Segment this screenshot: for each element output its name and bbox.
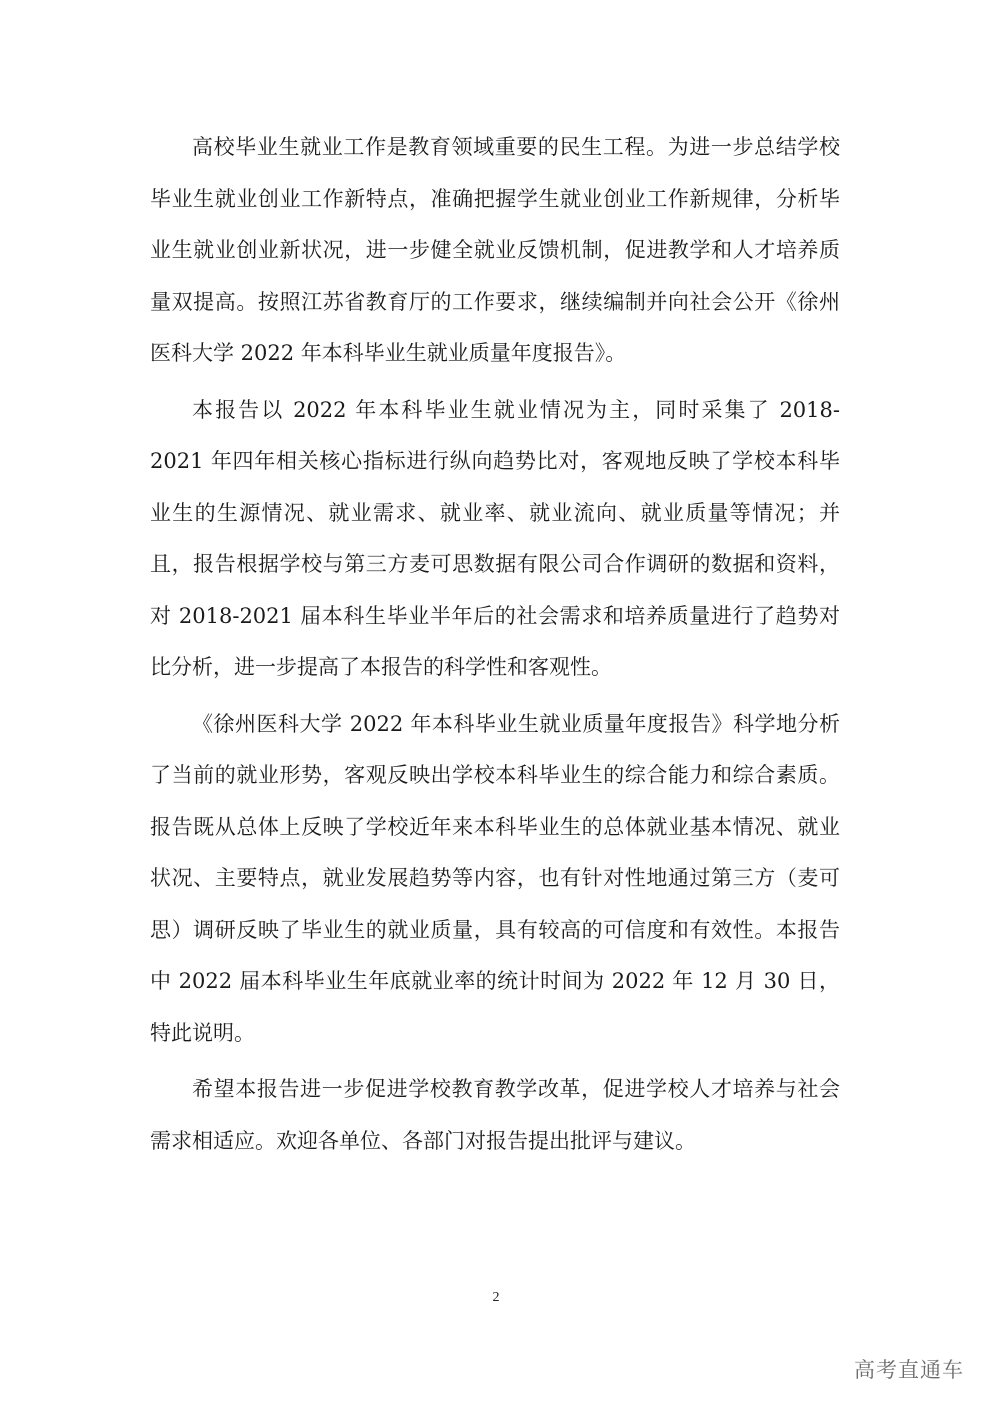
watermark-text: 高考直通车	[854, 1358, 964, 1382]
paragraph-intro: 高校毕业生就业工作是教育领域重要的民生工程。为进一步总结学校毕业生就业创业工作新特点，准确把握学生就业创业工作新规律，分析毕业生就业创业新状况，进一步健全就业反馈机制，促进教学和人才培养质量双提高。按照江苏省教育厅的工作要求，继续编制并向社会公开《徐州医科大学 2022 年本科毕业生就业质量年度报告》。	[150, 135, 840, 365]
paragraph-scope: 本报告以 2022 年本科毕业生就业情况为主，同时采集了 2018-2021 年四年相关核心指标进行纵向趋势比对，客观地反映了学校本科毕业生的生源情况、就业需求、就业率、就业流向、就业质量等情况；并且，报告根据学校与第三方麦可思数据有限公司合作调研的数据和资料，对 2018-2021 届本科生毕业半年后的社会需求和培养质量进行了趋势对比分析，进一步提高了本报告的科学性和客观性。	[150, 397, 840, 679]
body-text	[150, 122, 840, 1172]
page-number: 2	[492, 1290, 500, 1305]
paragraph-analysis: 《徐州医科大学 2022 年本科毕业生就业质量年度报告》科学地分析了当前的就业形势，客观反映出学校本科毕业生的综合能力和综合素质。报告既从总体上反映了学校近年来本科毕业生的总体就业基本情况、就业状况、主要特点，就业发展趋势等内容，也有针对性地通过第三方（麦可思）调研反映了毕业生的就业质量，具有较高的可信度和有效性。本报告中 2022 届本科毕业生年底就业率的统计时间为 2022 年 12 月 30 日，特此说明。	[150, 711, 840, 1045]
paragraph-closing: 希望本报告进一步促进学校教育教学改革，促进学校人才培养与社会需求相适应。欢迎各单位、各部门对报告提出批评与建议。	[150, 1077, 840, 1153]
